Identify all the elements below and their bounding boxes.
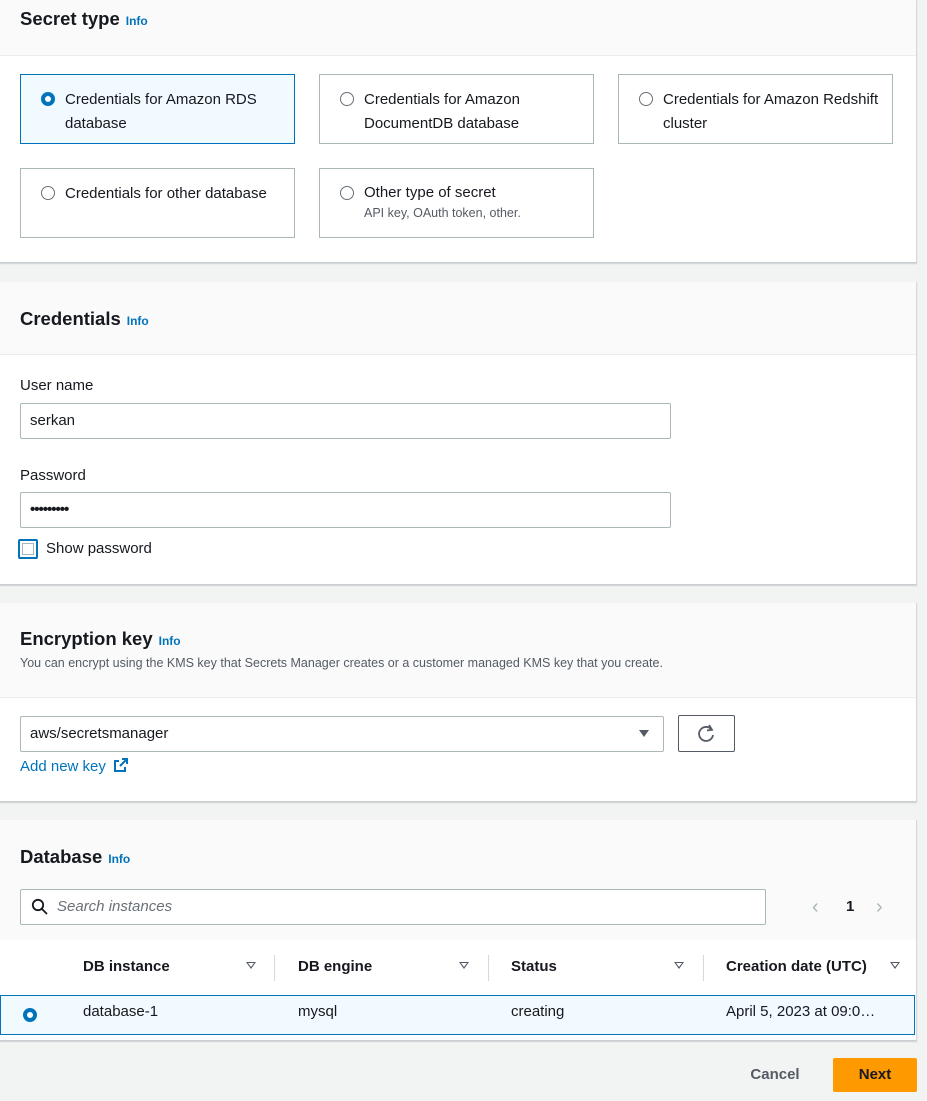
option-documentdb-label: Credentials for Amazon DocumentDB database	[364, 91, 520, 132]
show-password-label: Show password	[46, 540, 152, 557]
add-new-key-link[interactable]	[20, 757, 129, 775]
option-redshift-label: Credentials for Amazon Redshift cluster	[663, 91, 879, 132]
radio-other-database[interactable]	[41, 186, 55, 200]
credentials-info-link[interactable]: Info	[126, 314, 149, 328]
cell-db-instance: database-1	[83, 1003, 159, 1020]
encryption-heading: Encryption key	[20, 628, 153, 649]
secret-type-panel	[0, 0, 917, 263]
username-input[interactable]: serkan	[20, 403, 671, 439]
col-db-instance[interactable]: DB instance	[83, 958, 170, 975]
database-heading: Database	[20, 846, 103, 867]
option-other-secret-label: Other type of secret	[364, 184, 496, 201]
cell-status: creating	[511, 1003, 565, 1020]
search-instances-input[interactable]	[20, 889, 766, 925]
kms-key-value: aws/secretsmanager	[30, 725, 169, 742]
external-link-icon	[113, 757, 129, 773]
option-other-database-label: Credentials for other database	[65, 185, 267, 202]
encryption-description: You can encrypt using the KMS key that Secrets Manager creates or a customer managed KMS key that you create.	[20, 656, 663, 670]
credentials-heading: Credentials	[20, 308, 121, 329]
secret-type-heading: Secret type	[20, 8, 120, 29]
encryption-header	[0, 603, 916, 698]
add-new-key-label: Add new key	[20, 758, 106, 775]
option-redshift[interactable]	[618, 74, 893, 144]
kms-key-select[interactable]	[20, 716, 664, 752]
encryption-title	[20, 628, 181, 650]
search-placeholder: Search instances	[57, 898, 173, 915]
secret-type-info-link[interactable]: Info	[125, 14, 148, 28]
chevron-left-icon[interactable]: ‹	[812, 896, 819, 918]
column-divider	[488, 955, 489, 981]
column-divider	[703, 955, 704, 981]
option-other-secret-sub: API key, OAuth token, other.	[364, 206, 521, 220]
radio-documentdb[interactable]	[340, 92, 354, 106]
database-title	[20, 846, 130, 868]
encryption-info-link[interactable]: Info	[158, 634, 181, 648]
sort-db-engine-icon[interactable]	[459, 962, 469, 969]
chevron-right-icon[interactable]: ›	[876, 896, 883, 918]
caret-down-icon	[639, 730, 649, 737]
search-icon	[31, 898, 49, 916]
option-other-database[interactable]	[20, 168, 295, 238]
option-rds[interactable]	[20, 74, 295, 144]
col-creation-date[interactable]: Creation date (UTC)	[726, 958, 867, 975]
next-button[interactable]: Next	[833, 1058, 917, 1092]
sort-db-instance-icon[interactable]	[246, 962, 256, 969]
password-label: Password	[20, 467, 86, 484]
cell-creation-date: April 5, 2023 at 09:0…	[726, 1003, 876, 1020]
option-documentdb[interactable]	[319, 74, 594, 144]
sort-status-icon[interactable]	[674, 962, 684, 969]
col-status[interactable]: Status	[511, 958, 557, 975]
show-password-checkbox[interactable]	[18, 539, 38, 559]
cancel-button[interactable]: Cancel	[750, 1066, 800, 1083]
option-other-secret[interactable]	[319, 168, 594, 238]
row-radio[interactable]	[23, 1008, 37, 1022]
radio-redshift[interactable]	[639, 92, 653, 106]
page-number[interactable]: 1	[846, 898, 855, 915]
col-db-engine[interactable]: DB engine	[298, 958, 373, 975]
radio-rds[interactable]	[41, 92, 55, 106]
sort-creation-date-icon[interactable]	[890, 962, 900, 969]
database-info-link[interactable]: Info	[108, 852, 131, 866]
cell-db-engine: mysql	[298, 1003, 338, 1020]
column-divider	[274, 955, 275, 981]
option-rds-label: Credentials for Amazon RDS database	[65, 91, 257, 132]
credentials-title	[20, 308, 149, 330]
radio-other-secret[interactable]	[340, 186, 354, 200]
secret-type-title	[20, 8, 148, 30]
password-input[interactable]: •••••••••	[20, 492, 671, 528]
refresh-icon	[678, 715, 735, 752]
refresh-button[interactable]	[678, 715, 735, 752]
username-label: User name	[20, 377, 94, 394]
